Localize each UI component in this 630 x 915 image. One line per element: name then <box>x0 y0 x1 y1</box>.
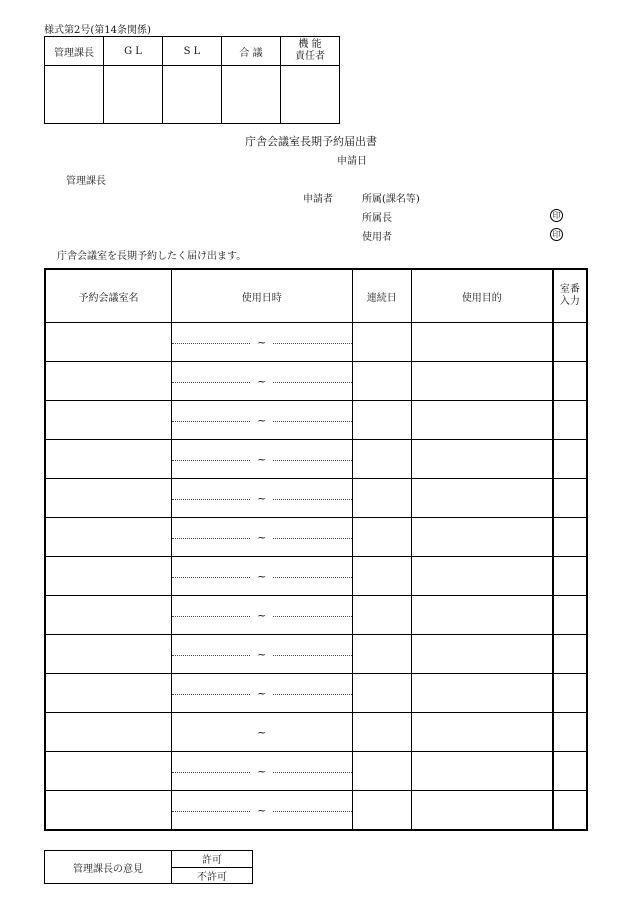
head-label: 所属長 <box>362 213 392 224</box>
tilde-mark: ~ <box>251 336 272 349</box>
table-row <box>45 401 587 440</box>
table-row <box>45 518 587 557</box>
consecutive-days-cell[interactable] <box>352 791 411 831</box>
approval-header-sl: S L <box>163 37 222 66</box>
tilde-mark: ~ <box>251 687 272 700</box>
purpose-cell[interactable] <box>411 713 553 752</box>
approval-header-function: 機 能 <box>298 39 322 50</box>
datetime-cell[interactable] <box>171 635 352 674</box>
tilde-separator <box>172 414 352 427</box>
room-input-cell[interactable] <box>553 557 587 596</box>
table-row <box>45 791 587 831</box>
header-consecutive-days: 連続日 <box>352 269 411 323</box>
header-input: 入力 <box>559 296 580 307</box>
tilde-separator <box>172 531 352 544</box>
consecutive-days-cell[interactable] <box>352 596 411 635</box>
room-input-cell[interactable] <box>553 791 587 831</box>
tilde-mark: ~ <box>251 765 272 778</box>
tilde-mark: ~ <box>251 375 272 388</box>
datetime-cell[interactable] <box>171 557 352 596</box>
table-row <box>45 557 587 596</box>
user-label: 使用者 <box>362 232 392 243</box>
dept-label: 所属(課名等) <box>362 194 420 205</box>
tilde-mark: ~ <box>251 648 272 661</box>
tilde-separator <box>172 453 352 466</box>
reservation-rows <box>45 323 587 831</box>
approval-stamp-cell[interactable] <box>222 66 281 124</box>
table-row <box>45 362 587 401</box>
purpose-cell[interactable] <box>411 323 553 362</box>
purpose-cell[interactable] <box>411 362 553 401</box>
room-input-cell[interactable] <box>553 518 587 557</box>
approval-header-manager: 管理課長 <box>45 37 104 66</box>
room-input-cell[interactable] <box>553 401 587 440</box>
datetime-cell[interactable] <box>171 401 352 440</box>
tilde-separator <box>172 375 352 388</box>
datetime-cell[interactable] <box>171 518 352 557</box>
application-date-label: 申請日 <box>337 156 367 167</box>
datetime-cell[interactable] <box>171 440 352 479</box>
consecutive-days-cell[interactable] <box>352 635 411 674</box>
opinion-reject[interactable]: 不許可 <box>172 867 253 884</box>
tilde-mark: ~ <box>251 609 272 622</box>
room-name-cell[interactable] <box>45 791 171 831</box>
seal-mark-user: 印 <box>550 228 563 241</box>
room-name-cell[interactable] <box>45 752 171 791</box>
header-room-input <box>553 269 587 323</box>
header-room-name: 予約会議室名 <box>45 269 171 323</box>
room-name-cell[interactable] <box>45 674 171 713</box>
room-input-cell[interactable] <box>553 323 587 362</box>
purpose-cell[interactable] <box>411 479 553 518</box>
consecutive-days-cell[interactable] <box>352 518 411 557</box>
purpose-cell[interactable] <box>411 518 553 557</box>
room-name-cell[interactable] <box>45 518 171 557</box>
room-input-cell[interactable] <box>553 362 587 401</box>
room-name-cell[interactable] <box>45 557 171 596</box>
tilde-mark: ~ <box>251 492 272 505</box>
header-datetime: 使用日時 <box>171 269 352 323</box>
room-name-cell[interactable] <box>45 401 171 440</box>
approval-header-gl: G L <box>104 37 163 66</box>
room-input-cell[interactable] <box>553 713 587 752</box>
datetime-cell[interactable] <box>171 791 352 831</box>
purpose-cell[interactable] <box>411 752 553 791</box>
datetime-cell[interactable] <box>171 362 352 401</box>
tilde-mark: ~ <box>251 414 272 427</box>
consecutive-days-cell[interactable] <box>352 713 411 752</box>
datetime-cell[interactable] <box>171 596 352 635</box>
reservation-table <box>44 268 588 831</box>
datetime-cell[interactable] <box>171 674 352 713</box>
room-input-cell[interactable] <box>553 635 587 674</box>
tilde-mark: ~ <box>251 453 272 466</box>
purpose-cell[interactable] <box>411 401 553 440</box>
intro-text: 庁舎会議室を長期予約したく届け出ます。 <box>57 251 247 262</box>
consecutive-days-cell[interactable] <box>352 752 411 791</box>
room-name-cell[interactable] <box>45 635 171 674</box>
table-row <box>45 635 587 674</box>
approval-stamp-cell[interactable] <box>104 66 163 124</box>
opinion-table <box>44 850 253 884</box>
approval-stamp-cell[interactable] <box>45 66 104 124</box>
room-input-cell[interactable] <box>553 596 587 635</box>
form-number: 様式第2号(第14条関係) <box>44 25 151 36</box>
tilde-mark: ~ <box>251 570 272 583</box>
purpose-cell[interactable] <box>411 440 553 479</box>
room-input-cell[interactable] <box>553 674 587 713</box>
approval-stamp-cell[interactable] <box>163 66 222 124</box>
approval-stamp-cell[interactable] <box>281 66 340 124</box>
room-name-cell[interactable] <box>45 479 171 518</box>
table-row <box>45 479 587 518</box>
approval-header-lead: 責任者 <box>295 51 325 62</box>
tilde-separator <box>172 765 352 778</box>
tilde-separator <box>172 609 352 622</box>
purpose-cell[interactable] <box>411 596 553 635</box>
room-name-cell[interactable] <box>45 362 171 401</box>
opinion-label: 管理課長の意見 <box>45 851 172 884</box>
form-title: 庁舎会議室長期予約届出書 <box>245 135 377 148</box>
approval-header-consult: 合 議 <box>222 37 281 66</box>
table-row <box>45 713 587 752</box>
consecutive-days-cell[interactable] <box>352 362 411 401</box>
addressee: 管理課長 <box>66 176 106 187</box>
purpose-cell[interactable] <box>411 674 553 713</box>
consecutive-days-cell[interactable] <box>352 401 411 440</box>
room-input-cell[interactable] <box>553 479 587 518</box>
tilde-separator <box>172 336 352 349</box>
consecutive-days-cell[interactable] <box>352 479 411 518</box>
tilde-separator <box>172 804 352 817</box>
seal-mark-head: 印 <box>550 209 563 222</box>
consecutive-days-cell[interactable] <box>352 674 411 713</box>
tilde-separator <box>172 726 352 739</box>
datetime-cell[interactable] <box>171 323 352 362</box>
tilde-separator <box>172 687 352 700</box>
applicant-label: 申請者 <box>303 194 333 205</box>
tilde-mark: ~ <box>251 726 272 739</box>
purpose-cell[interactable] <box>411 635 553 674</box>
room-name-cell[interactable] <box>45 596 171 635</box>
room-name-cell[interactable] <box>45 323 171 362</box>
room-input-cell[interactable] <box>553 752 587 791</box>
purpose-cell[interactable] <box>411 791 553 831</box>
room-name-cell[interactable] <box>45 713 171 752</box>
tilde-separator <box>172 570 352 583</box>
consecutive-days-cell[interactable] <box>352 323 411 362</box>
consecutive-days-cell[interactable] <box>352 440 411 479</box>
table-row <box>45 440 587 479</box>
datetime-cell[interactable] <box>171 479 352 518</box>
purpose-cell[interactable] <box>411 557 553 596</box>
datetime-cell[interactable] <box>171 752 352 791</box>
datetime-cell[interactable] <box>171 713 352 752</box>
table-row <box>45 323 587 362</box>
header-room-number: 室番 <box>559 284 580 295</box>
header-purpose: 使用目的 <box>411 269 553 323</box>
consecutive-days-cell[interactable] <box>352 557 411 596</box>
opinion-approve[interactable]: 許可 <box>172 851 253 868</box>
table-row <box>45 752 587 791</box>
tilde-separator <box>172 492 352 505</box>
approval-stamp-table <box>44 36 340 124</box>
table-row <box>45 596 587 635</box>
approval-header-function-lead <box>281 37 340 66</box>
tilde-mark: ~ <box>251 804 272 817</box>
room-name-cell[interactable] <box>45 440 171 479</box>
tilde-separator <box>172 648 352 661</box>
tilde-mark: ~ <box>251 531 272 544</box>
table-row <box>45 674 587 713</box>
room-input-cell[interactable] <box>553 440 587 479</box>
